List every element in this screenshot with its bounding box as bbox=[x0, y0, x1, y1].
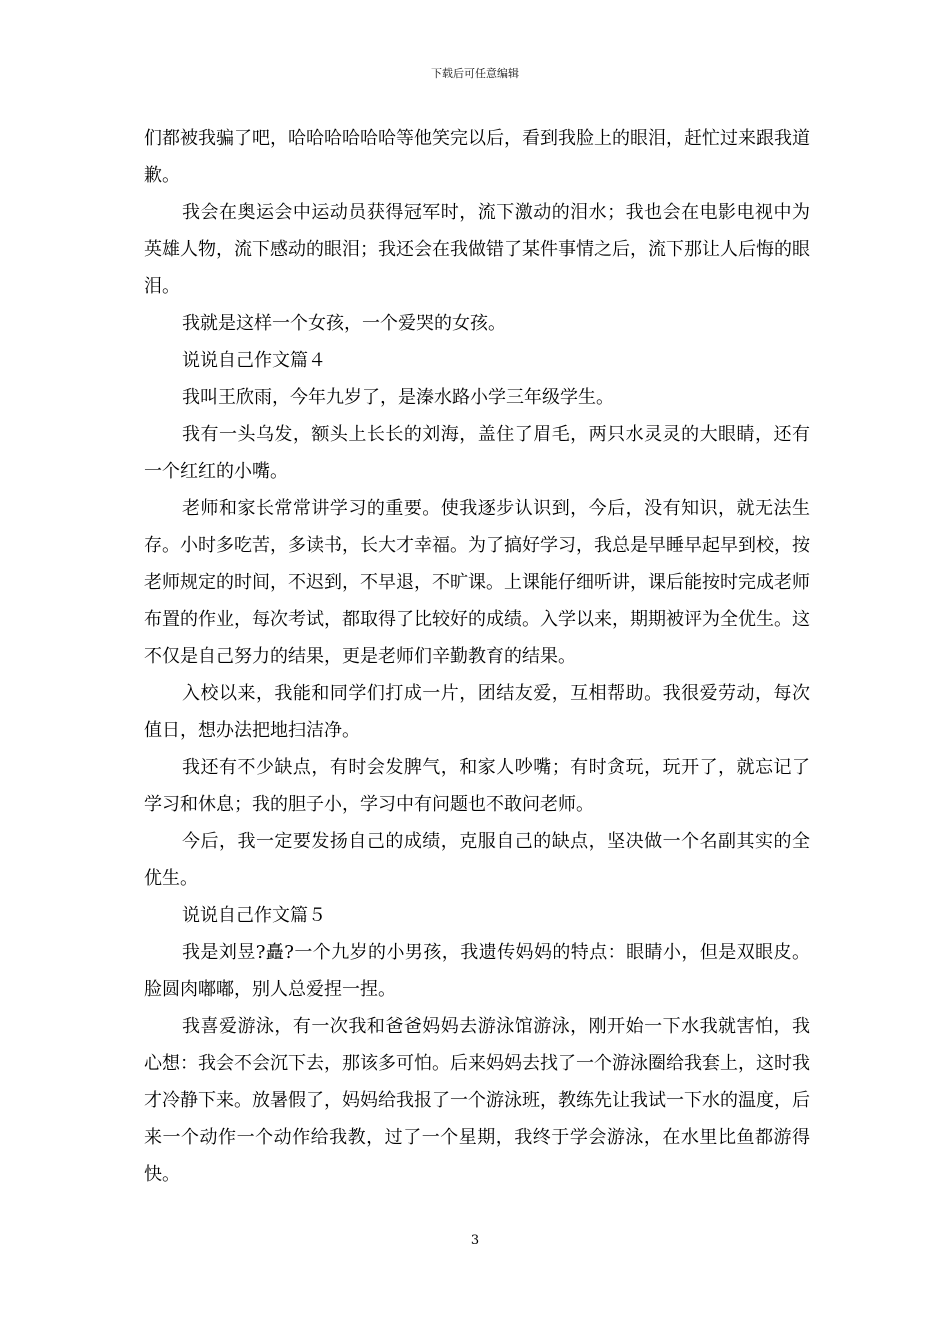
paragraph: 我喜爱游泳，有一次我和爸爸妈妈去游泳馆游泳，刚开始一下水我就害怕，我心想：我会不会沉下去，那该多可怕。后来妈妈去找了一个游泳圈给我套上，这时我才冷静下来。放暑假了，妈妈给我报了一个游泳班，教练先让我试一下水的温度，后来一个动作一个动作给我教，过了一个星期，我终于学会游泳，在水里比鱼都游得快。 bbox=[144, 1016, 810, 1185]
section-heading: 说说自己作文篇４ bbox=[182, 350, 326, 371]
page-header: 下载后可任意编辑 bbox=[431, 67, 519, 80]
body-text bbox=[144, 120, 810, 1193]
paragraph: 我还有不少缺点，有时会发脾气，和家人吵嘴；有时贪玩，玩开了，就忘记了学习和休息；我的胆子小，学习中有问题也不敢问老师。 bbox=[144, 757, 810, 815]
paragraph: 们都被我骗了吧，哈哈哈哈哈哈等他笑完以后，看到我脸上的眼泪，赶忙过来跟我道歉。 bbox=[144, 128, 810, 186]
paragraph: 老师和家长常常讲学习的重要。使我逐步认识到，今后，没有知识，就无法生存。小时多吃苦，多读书，长大才幸福。为了搞好学习，我总是早睡早起早到校，按老师规定的时间，不迟到，不早退，不旷课。上课能仔细听讲，课后能按时完成老师布置的作业，每次考试，都取得了比较好的成绩。入学以来，期期被评为全优生。这不仅是自己努力的结果，更是老师们辛勤教育的结果。 bbox=[144, 498, 810, 667]
paragraph: 入校以来，我能和同学们打成一片，团结友爱，互相帮助。我很爱劳动，每次值日，想办法把地扫洁净。 bbox=[144, 683, 810, 741]
paragraph: 我是刘昱?矗?一个九岁的小男孩，我遗传妈妈的特点：眼睛小，但是双眼皮。脸圆肉嘟嘟，别人总爱捏一捏。 bbox=[144, 942, 810, 1000]
paragraph: 我有一头乌发，额头上长长的刘海，盖住了眉毛，两只水灵灵的大眼睛，还有一个红红的小嘴。 bbox=[144, 424, 810, 482]
paragraph: 我会在奥运会中运动员获得冠军时，流下激动的泪水；我也会在电影电视中为英雄人物，流下感动的眼泪；我还会在我做错了某件事情之后，流下那让人后悔的眼泪。 bbox=[144, 202, 810, 297]
paragraph: 我就是这样一个女孩，一个爱哭的女孩。 bbox=[182, 313, 506, 334]
page-number: 3 bbox=[470, 1233, 480, 1248]
paragraph: 我叫王欣雨，今年九岁了，是溱水路小学三年级学生。 bbox=[182, 387, 614, 408]
section-heading: 说说自己作文篇５ bbox=[182, 905, 326, 926]
paragraph: 今后，我一定要发扬自己的成绩，克服自己的缺点，坚决做一个名副其实的全优生。 bbox=[144, 831, 810, 889]
